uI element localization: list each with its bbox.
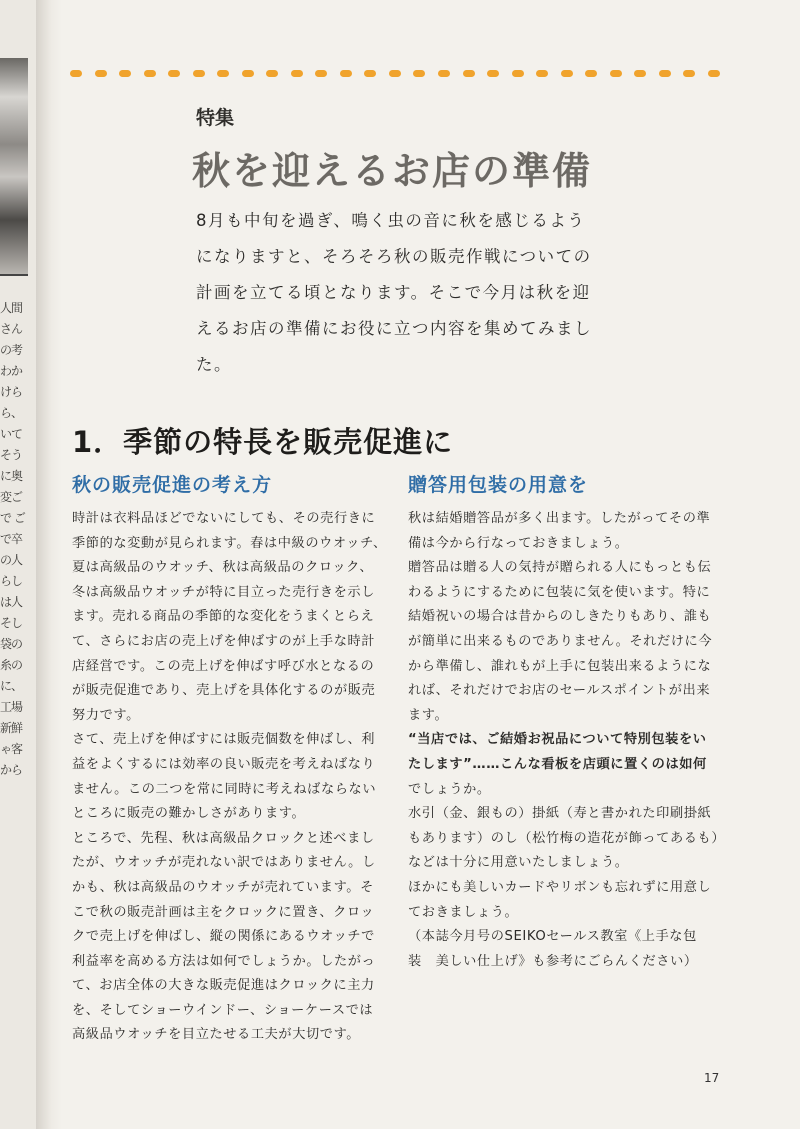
text-line: 時計は衣料品ほどでないにしても、その売行きに bbox=[72, 511, 376, 526]
text-line: 水引（金、銀もの）掛紙（寿と書かれた印刷掛紙 bbox=[408, 806, 712, 822]
text-line: 新鮮 bbox=[0, 721, 23, 735]
orange-dash bbox=[683, 70, 695, 77]
text-line: ところで、先程、秋は高級品クロックと述べまし bbox=[72, 830, 375, 846]
text-line: に奥 bbox=[0, 469, 23, 483]
text-line: 夏は高級品のウオッチ、秋は高級品のクロック、 bbox=[72, 560, 374, 576]
orange-dash bbox=[512, 70, 524, 77]
intro-paragraph bbox=[196, 203, 596, 383]
text-line: そし bbox=[0, 616, 23, 630]
text-line: 益をよくするには効率の良い販売を考えねばなり bbox=[72, 756, 376, 772]
text-line: に、 bbox=[0, 679, 23, 693]
orange-dash bbox=[168, 70, 180, 77]
orange-dash bbox=[536, 70, 548, 77]
text-line: ら、 bbox=[0, 406, 23, 420]
text-line: 秋は結婚贈答品が多く出ます。したがってその準 bbox=[408, 511, 711, 526]
text-line: わか bbox=[0, 364, 23, 378]
right-column-body bbox=[408, 507, 728, 974]
feature-title: 秋を迎えるお店の準備 bbox=[192, 148, 593, 193]
text-line: の人 bbox=[0, 553, 23, 567]
text-line: などは十分に用意いたしましょう。 bbox=[408, 855, 629, 871]
text-line: て、さらにお店の売上げを伸ばすのが上手な時計 bbox=[72, 633, 376, 649]
orange-dash bbox=[315, 70, 327, 77]
text-line: で卒 bbox=[0, 532, 23, 546]
right-column-heading: 贈答用包装の用意を bbox=[408, 474, 589, 496]
text-line: ておきましょう。 bbox=[408, 904, 519, 920]
orange-dash bbox=[487, 70, 499, 77]
text-line: もあります）のし（松竹梅の造花が飾ってあるも） bbox=[408, 830, 726, 846]
text-line: を、そしてショーウインドー、ショーケースでは bbox=[72, 1002, 374, 1018]
text-line: 変ご bbox=[0, 490, 23, 504]
text-line: 計画を立てる頃となります。そこで今月は秋を迎 bbox=[196, 283, 591, 302]
orange-dash bbox=[70, 70, 82, 77]
text-line: たが、ウオッチが売れない訳ではありません。し bbox=[72, 855, 376, 871]
text-line: ところに販売の難かしさがあります。 bbox=[72, 806, 306, 822]
text-line: 人間 bbox=[0, 301, 23, 315]
text-line: こで秋の販売計画は主をクロックに置き、クロッ bbox=[72, 904, 375, 920]
orange-dash bbox=[193, 70, 205, 77]
text-line: から準備し、誰れもが上手に包装出来るようにな bbox=[408, 658, 712, 674]
orange-dash bbox=[95, 70, 107, 77]
text-line: て、お店全体の大きな販売促進はクロックに主力 bbox=[72, 978, 375, 994]
text-line: 8月も中旬を過ぎ、鳴く虫の音に秋を感じるよう bbox=[196, 211, 586, 230]
orange-dash bbox=[119, 70, 131, 77]
left-column bbox=[72, 470, 392, 1048]
orange-dash bbox=[585, 70, 597, 77]
text-line: えるお店の準備にお役に立つ内容を集めてみまし bbox=[196, 319, 592, 338]
text-line: さて、売上げを伸ばすには販売個数を伸ばし、利 bbox=[72, 732, 376, 748]
text-line: クで売上げを伸ばし、縦の関係にあるウオッチで bbox=[72, 929, 375, 945]
orange-dash bbox=[144, 70, 156, 77]
orange-dash bbox=[438, 70, 450, 77]
left-column-body bbox=[72, 507, 392, 1048]
text-line: 袋の bbox=[0, 637, 23, 651]
text-line: らし bbox=[0, 574, 23, 588]
text-line: そう bbox=[0, 448, 23, 462]
text-line: たします”……こんな看板を店頭に置くのは如何 bbox=[408, 756, 707, 772]
text-line: 結婚祝いの場合は昔からのしきたりもあり、誰も bbox=[408, 609, 712, 625]
text-line: が簡単に出来るものでありません。それだけに今 bbox=[408, 633, 713, 649]
orange-dash bbox=[266, 70, 278, 77]
text-line: の考 bbox=[0, 343, 23, 357]
orange-dash bbox=[217, 70, 229, 77]
text-line: ます。売れる商品の季節的な変化をうまくとらえ bbox=[72, 609, 375, 625]
text-line: から bbox=[0, 763, 23, 777]
orange-dash bbox=[291, 70, 303, 77]
orange-dash bbox=[708, 70, 720, 77]
text-line: が販売促進であり、売上げを具体化するのが販売 bbox=[72, 683, 376, 699]
text-line: いて bbox=[0, 427, 23, 441]
orange-dash bbox=[561, 70, 573, 77]
text-line: た。 bbox=[196, 355, 232, 374]
text-line: 冬は高級品ウオッチが特に目立った売行きを示し bbox=[72, 584, 375, 600]
orange-dash bbox=[389, 70, 401, 77]
orange-dash bbox=[364, 70, 376, 77]
text-line: 贈答品は贈る人の気持が贈られる人にもっとも伝 bbox=[408, 560, 712, 576]
facing-page-photo bbox=[0, 58, 28, 276]
orange-dash bbox=[610, 70, 622, 77]
section-title: 1．季節の特長を販売促進に bbox=[72, 425, 454, 459]
text-line: 備は今から行なっておきましょう。 bbox=[408, 535, 629, 551]
facing-page-text-fragments bbox=[0, 298, 26, 781]
right-column bbox=[408, 470, 728, 974]
text-line: わるようにするために包装に気を使います。特に bbox=[408, 584, 711, 600]
text-line: けら bbox=[0, 385, 23, 399]
text-line: ます。 bbox=[408, 707, 449, 723]
text-line: さん bbox=[0, 322, 23, 336]
text-line: “当店では、ご結婚お祝品について特別包装をい bbox=[408, 732, 707, 748]
orange-dash bbox=[634, 70, 646, 77]
page-number: 17 bbox=[704, 1071, 720, 1085]
text-line: 高級品ウオッチを目立たせる工夫が大切です。 bbox=[72, 1027, 361, 1043]
text-line: 糸の bbox=[0, 658, 23, 672]
text-line: でしょうか。 bbox=[408, 781, 491, 797]
text-line: は人 bbox=[0, 595, 23, 609]
book-gutter bbox=[36, 0, 62, 1129]
orange-dash bbox=[413, 70, 425, 77]
orange-dash bbox=[242, 70, 254, 77]
text-line: で ご bbox=[0, 511, 25, 525]
orange-dash bbox=[340, 70, 352, 77]
text-line: かも、秋は高級品のウオッチが売れています。そ bbox=[72, 879, 374, 895]
feature-kicker: 特集 bbox=[196, 107, 235, 129]
text-line: 装 美しい仕上げ》も参考にごらんください） bbox=[408, 953, 698, 969]
text-line: （本誌今月号のSEIKOセールス教室《上手な包 bbox=[408, 929, 697, 945]
text-line: 店経営です。この売上げを伸ばす呼び水となるの bbox=[72, 658, 375, 674]
text-line: 季節的な変動が見られます。春は中級のウオッチ、 bbox=[72, 535, 387, 551]
facing-page-edge bbox=[0, 0, 37, 1129]
text-line: 工場 bbox=[0, 700, 23, 714]
orange-dash bbox=[659, 70, 671, 77]
orange-dash bbox=[463, 70, 475, 77]
text-line: ゃ客 bbox=[0, 742, 23, 756]
text-line: ません。この二つを常に同時に考えねばならない bbox=[72, 781, 377, 797]
text-line: 利益率を高める方法は如何でしょうか。したがっ bbox=[72, 953, 376, 969]
text-line: になりますと、そろそろ秋の販売作戦についての bbox=[196, 247, 592, 266]
text-line: れば、それだけでお店のセールスポイントが出来 bbox=[408, 683, 711, 699]
orange-dashed-rule bbox=[70, 70, 720, 78]
text-line: ほかにも美しいカードやリボンも忘れずに用意し bbox=[408, 879, 712, 895]
text-line: 努力です。 bbox=[72, 707, 140, 723]
left-column-heading: 秋の販売促進の考え方 bbox=[72, 474, 273, 496]
